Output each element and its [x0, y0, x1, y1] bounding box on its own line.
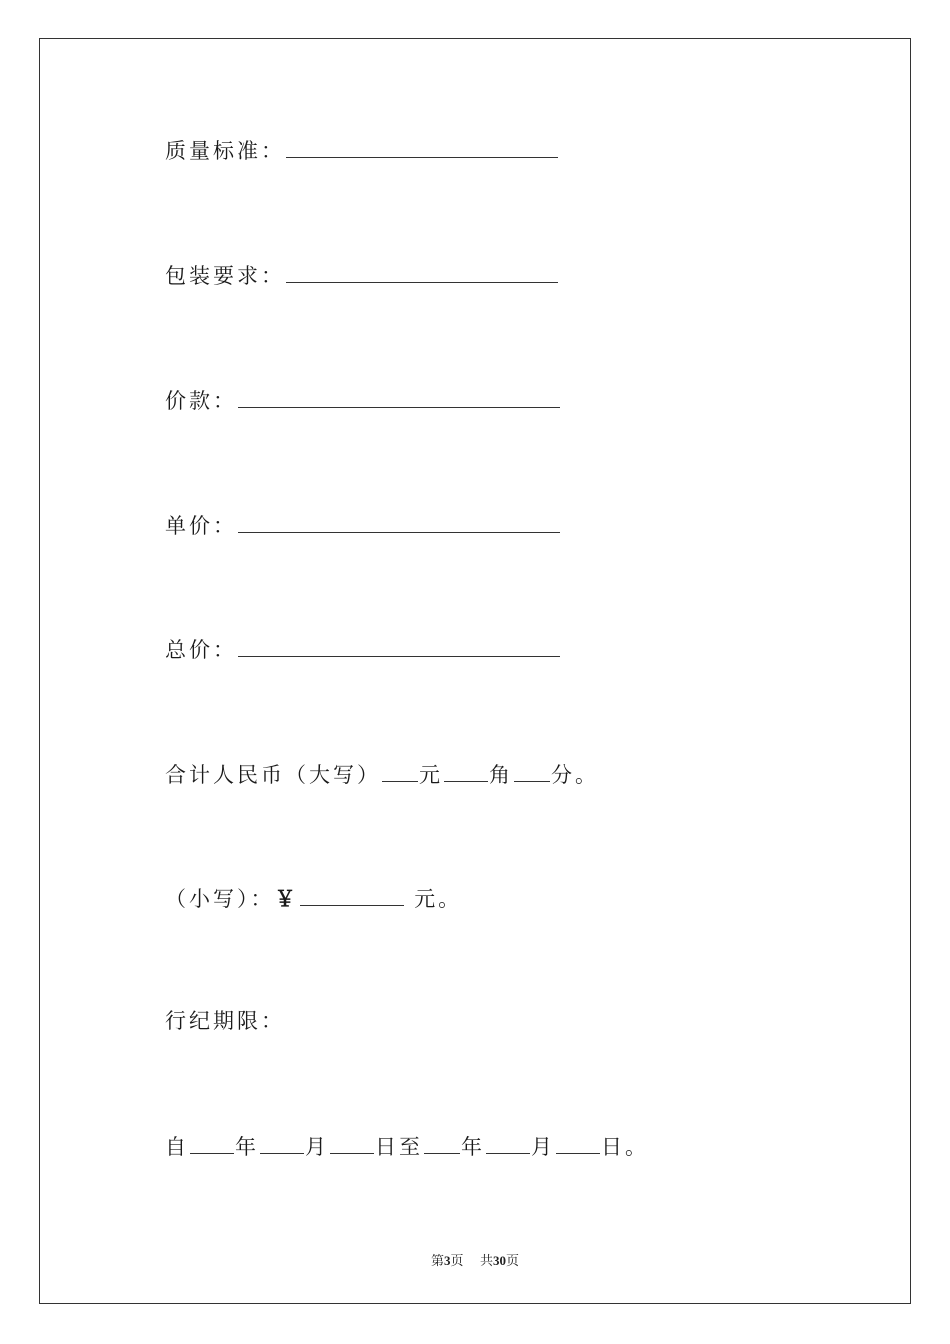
yuan-text: 元	[419, 763, 443, 787]
quality-standard-blank[interactable]	[286, 139, 558, 158]
end-year-blank[interactable]	[424, 1135, 460, 1154]
start-month-text: 月	[305, 1135, 329, 1159]
yuan-blank[interactable]	[382, 763, 418, 782]
start-day-blank[interactable]	[330, 1135, 374, 1154]
unit-price-row	[165, 514, 561, 537]
price-row	[165, 389, 561, 412]
amount-lower-blank[interactable]	[300, 887, 404, 906]
total-suffix: 页	[506, 1254, 520, 1269]
term-from: 自	[165, 1135, 189, 1159]
currency-symbol: ￥	[274, 886, 299, 911]
amount-lower-label: （小写）：	[165, 887, 275, 911]
start-year-blank[interactable]	[190, 1135, 234, 1154]
price-blank[interactable]	[238, 389, 560, 408]
end-year-text: 年	[461, 1135, 485, 1159]
page-footer	[0, 1250, 950, 1269]
page-frame	[39, 38, 911, 1304]
price-label: 价款：	[165, 389, 237, 413]
term-label-row	[165, 1011, 285, 1032]
packaging-label: 包装要求：	[165, 264, 285, 288]
end-month-text: 月	[531, 1135, 555, 1159]
packaging-blank[interactable]	[286, 264, 558, 283]
unit-price-blank[interactable]	[238, 514, 560, 533]
end-month-blank[interactable]	[486, 1135, 530, 1154]
start-day-to-text: 日至	[375, 1135, 423, 1159]
total-prefix: 共	[480, 1254, 494, 1269]
page-number: 3	[443, 1253, 451, 1268]
page-prefix: 第	[430, 1254, 444, 1269]
term-label: 行纪期限：	[165, 1009, 285, 1033]
page-suffix: 页	[450, 1254, 464, 1269]
total-price-row	[165, 638, 561, 661]
jiao-blank[interactable]	[444, 763, 488, 782]
total-pages: 30	[493, 1253, 507, 1268]
start-year-text: 年	[235, 1135, 259, 1159]
jiao-text: 角	[489, 763, 513, 787]
packaging-row	[165, 264, 559, 287]
amount-upper-row	[165, 763, 599, 786]
fen-text: 分。	[551, 763, 599, 787]
amount-lower-yuan: 元。	[414, 887, 463, 911]
amount-lower-row	[165, 887, 462, 910]
total-price-label: 总价：	[165, 638, 237, 662]
quality-standard-label: 质量标准：	[165, 139, 285, 163]
end-day-blank[interactable]	[556, 1135, 600, 1154]
start-month-blank[interactable]	[260, 1135, 304, 1154]
unit-price-label: 单价：	[165, 514, 237, 538]
total-price-blank[interactable]	[238, 638, 560, 657]
quality-standard-row	[165, 139, 559, 162]
amount-upper-label: 合计人民币（大写）	[165, 763, 381, 787]
fen-blank[interactable]	[514, 763, 550, 782]
end-day-text: 日。	[601, 1135, 649, 1159]
term-dates-row	[165, 1135, 649, 1158]
